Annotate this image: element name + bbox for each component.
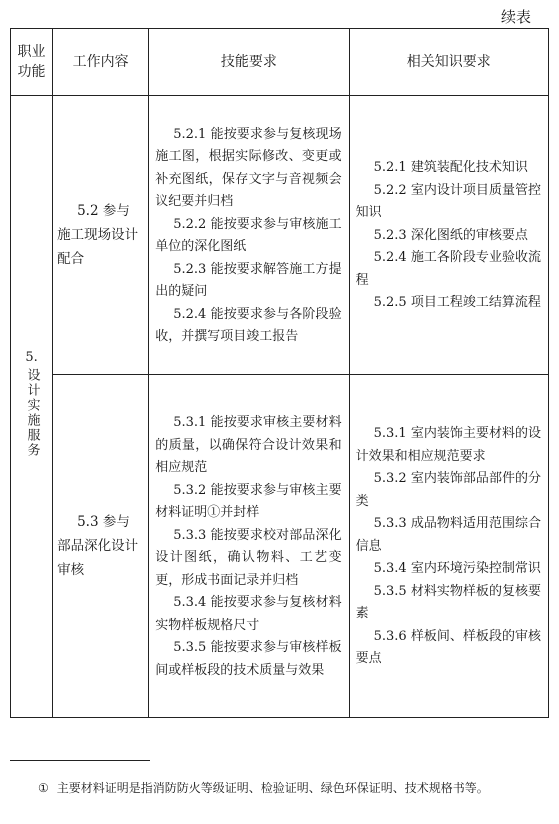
- work-content-number: 5.3 参与: [77, 514, 130, 530]
- skill-item: 5.3.5 能按要求参与审核样板间或样板段的技术质量与效果: [155, 640, 342, 678]
- skill-item: 5.3.1 能按要求审核主要材料的质量，以确保符合设计效果和相应规范: [155, 415, 342, 475]
- work-content-cell: [53, 375, 149, 718]
- skills-table: [10, 28, 549, 718]
- header-knowledge: 相关知识要求: [349, 29, 548, 96]
- knowledge-item: 5.3.3 成品物料适用范围综合信息: [355, 516, 541, 554]
- skill-item: 5.3.3 能按要求校对部品深化设计图纸，确认物料、工艺变更，形成书面记录并归档: [155, 527, 342, 588]
- footnote-text: 主要材料证明是指消防防火等级证明、检验证明、绿色环保证明、技术规格书等。: [56, 781, 489, 795]
- skill-item: 5.3.2 能按要求参与审核主要材料证明①并封样: [155, 482, 342, 520]
- knowledge-item: 5.3.1 室内装饰主要材料的设计效果和相应规范要求: [355, 426, 541, 464]
- skill-item: 5.2.3 能按要求解答施工方提出的疑问: [155, 261, 342, 299]
- work-content-text: 部品深化设计审核: [57, 538, 139, 578]
- skills-cell: [149, 96, 349, 375]
- table-row: [11, 96, 549, 375]
- work-content-number: 5.2 参与: [77, 203, 130, 219]
- function-cell: [11, 96, 53, 718]
- knowledge-item: 5.2.2 室内设计项目质量管控知识: [355, 182, 541, 221]
- header-content: 工作内容: [53, 29, 149, 96]
- knowledge-item: 5.2.4 施工各阶段专业验收流程: [355, 250, 541, 288]
- footnote-mark: ①: [38, 781, 49, 795]
- footnote-divider: [10, 760, 150, 761]
- skills-cell: [149, 375, 349, 718]
- knowledge-item: 5.2.3 深化图纸的审核要点: [373, 227, 528, 243]
- knowledge-item: 5.3.5 材料实物样板的复核要素: [355, 583, 541, 622]
- knowledge-item: 5.3.4 室内环境污染控制常识: [373, 561, 541, 577]
- skill-item: 5.2.2 能按要求参与审核施工单位的深化图纸: [155, 216, 342, 254]
- function-name: 设计实施服务: [24, 368, 40, 458]
- knowledge-item: 5.3.6 样板间、样板段的审核要点: [355, 628, 541, 667]
- knowledge-cell: [349, 96, 548, 375]
- skill-item: 5.2.4 能按要求参与各阶段验收，并撰写项目竣工报告: [155, 306, 342, 344]
- table-row: [11, 375, 549, 718]
- knowledge-item: 5.2.5 项目工程竣工结算流程: [373, 295, 541, 311]
- work-content-cell: [53, 96, 149, 375]
- knowledge-item: 5.2.1 建筑装配化技术知识: [373, 160, 528, 176]
- function-number: 5.: [25, 350, 38, 365]
- knowledge-item: 5.3.2 室内装饰部品部件的分类: [355, 471, 541, 509]
- knowledge-cell: [349, 375, 548, 718]
- continued-label: 续表: [500, 8, 531, 26]
- footnote: [10, 778, 549, 798]
- work-content-text: 施工现场设计配合: [57, 227, 139, 267]
- header-skills: 技能要求: [149, 29, 349, 96]
- skill-item: 5.2.1 能按要求参与复核现场施工图，根据实际修改、变更或补充图纸，保存文字与音视频会议纪要并归档: [155, 126, 342, 209]
- header-function: 职业功能: [11, 29, 53, 96]
- skill-item: 5.3.4 能按要求参与复核材料实物样板规格尺寸: [155, 595, 342, 633]
- table-header-row: [11, 29, 549, 96]
